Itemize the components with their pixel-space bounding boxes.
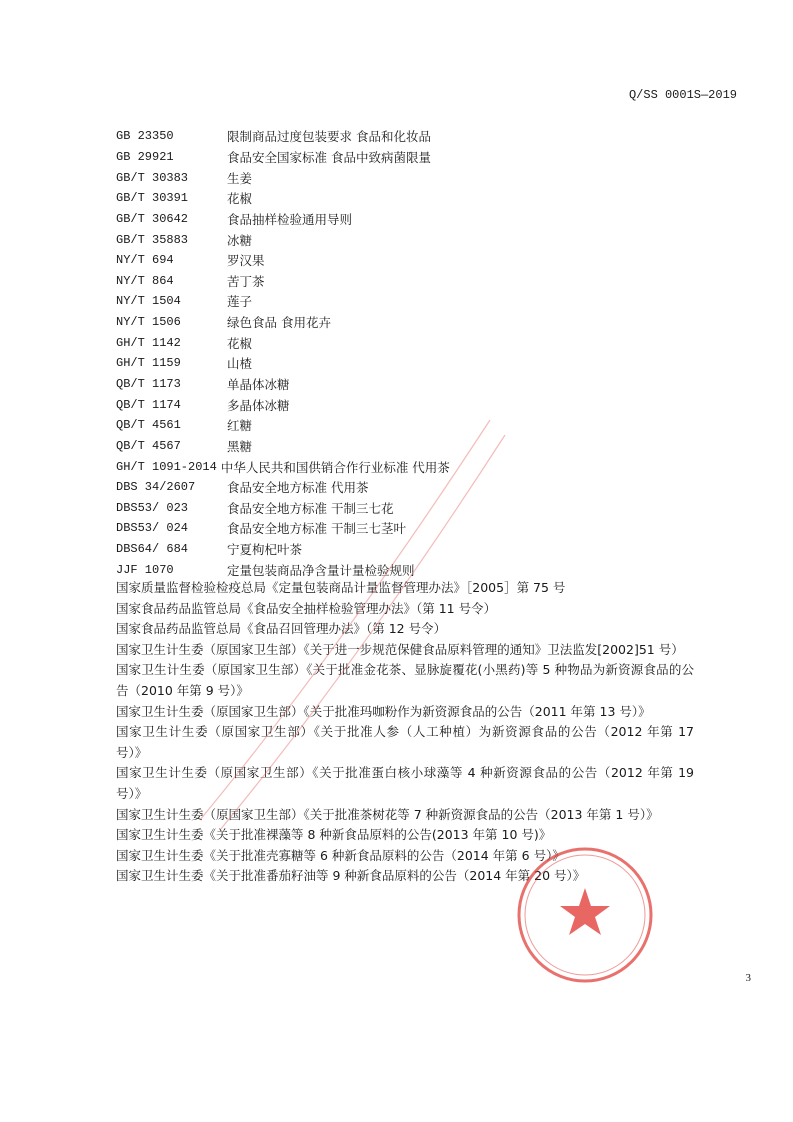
standard-title: 罗汉果	[227, 253, 265, 269]
standard-code: NY/T 1504	[116, 294, 181, 309]
standard-title: 食品安全地方标准 干制三七花	[227, 500, 394, 516]
regulation-item: 国家卫生计生委（原国家卫生部）《关于批准玛咖粉作为新资源食品的公告（2011 年第 13 号）》	[116, 703, 651, 719]
standard-code: GH/T 1142	[116, 335, 181, 350]
standard-code: DBS53/ 023	[116, 500, 189, 515]
standard-code: DBS 34/2607	[116, 480, 196, 495]
standard-title: 宁夏枸杞叶茶	[227, 542, 303, 558]
regulation-item: 国家卫生计生委（原国家卫生部）《关于进一步规范保健食品原料管理的通知》卫法监发[2002]51 号）	[116, 641, 684, 657]
document-code: Q/SS 0001S—2019	[628, 88, 737, 102]
standard-row	[116, 394, 706, 415]
standard-row	[116, 147, 706, 168]
regulation-item: 国家卫生计生委《关于批准壳寡糖等 6 种新食品原料的公告（2014 年第 6 号）》	[116, 847, 565, 863]
standard-title: 冰糖	[227, 232, 253, 248]
standard-title: 莲子	[227, 294, 253, 310]
regulation-item: 国家食品药品监管总局《食品召回管理办法》（第 12 号令）	[116, 621, 447, 637]
standard-title: 苦丁茶	[227, 273, 265, 289]
standard-row	[116, 188, 706, 209]
standards-list	[116, 126, 706, 580]
standard-row	[116, 374, 706, 395]
standard-row	[116, 415, 706, 436]
standard-row	[116, 291, 706, 312]
regulation-item: 国家卫生计生委（原国家卫生部）《关于批准蛋白核小球藻等 4 种新资源食品的公告（2012 年第 19 号）》	[116, 765, 694, 801]
standard-code: GH/T 1091-2014	[116, 459, 217, 474]
standard-code: DBS53/ 024	[116, 521, 189, 536]
standard-code: NY/T 694	[116, 253, 174, 268]
standard-code: JJF 1070	[116, 562, 174, 577]
standard-title: 食品安全地方标准 代用茶	[227, 480, 369, 496]
standard-row	[116, 559, 706, 580]
standard-code: DBS64/ 684	[116, 542, 189, 557]
standard-code: GB/T 30642	[116, 211, 189, 226]
standard-code: GB 23350	[116, 129, 174, 144]
standard-title: 红糖	[227, 418, 253, 434]
standard-title: 食品抽样检验通用导则	[227, 211, 353, 227]
standard-row	[116, 539, 706, 560]
standard-title: 多晶体冰糖	[227, 397, 290, 413]
standard-row	[116, 436, 706, 457]
standard-row	[116, 312, 706, 333]
standard-code: QB/T 1173	[116, 377, 181, 391]
standard-row	[116, 229, 706, 250]
standard-row	[116, 518, 706, 539]
standard-row	[116, 332, 706, 353]
standard-title: 花椒	[227, 335, 253, 351]
standard-code: NY/T 1506	[116, 315, 181, 330]
standard-title: 生姜	[227, 170, 253, 186]
regulation-item: 国家卫生计生委（原国家卫生部）《关于批准金花茶、显脉旋覆花(小黑药)等 5 种物品为新资源食品的公告（2010 年第 9 号）》	[116, 662, 694, 698]
standard-code: GB/T 30383	[116, 170, 189, 185]
standard-row	[116, 126, 706, 147]
standard-title: 食品安全国家标准 食品中致病菌限量	[227, 149, 431, 165]
standard-row	[116, 270, 706, 291]
regulation-item: 国家卫生计生委《关于批准番茄籽油等 9 种新食品原料的公告（2014 年第 20 号）》	[116, 868, 586, 884]
standard-code: QB/T 1174	[116, 397, 181, 412]
standard-title: 定量包装商品净含量计量检验规则	[227, 562, 415, 578]
standard-code: GB/T 35883	[116, 232, 189, 247]
regulation-item: 国家卫生计生委《关于批准裸藻等 8 种新食品原料的公告(2013 年第 10 号)》	[116, 827, 552, 843]
standard-row	[116, 498, 706, 519]
standard-code: GH/T 1159	[116, 356, 181, 371]
standard-code: QB/T 4567	[116, 438, 181, 453]
standard-row	[116, 167, 706, 188]
regulations-list	[116, 578, 694, 887]
standard-title: 限制商品过度包装要求 食品和化妆品	[227, 129, 431, 145]
regulation-item: 国家食品药品监管总局《食品安全抽样检验管理办法》（第 11 号令）	[116, 600, 497, 616]
standard-code: GB/T 30391	[116, 191, 189, 206]
standard-title: 单晶体冰糖	[227, 377, 290, 392]
regulation-item: 国家卫生计生委（原国家卫生部）《关于批准人参（人工种植）为新资源食品的公告（2012 年第 17 号）》	[116, 724, 694, 760]
standard-title: 中华人民共和国供销合作行业标准 代用茶	[220, 459, 450, 475]
standard-title: 绿色食品 食用花卉	[227, 315, 331, 331]
standard-title: 黑糖	[227, 438, 253, 454]
regulation-item: 国家卫生计生委（原国家卫生部）《关于批准茶树花等 7 种新资源食品的公告（2013 年第 1 号）》	[116, 806, 659, 822]
standard-title: 山楂	[227, 356, 253, 372]
standard-code: GB 29921	[116, 149, 174, 164]
standard-row	[116, 250, 706, 271]
standard-row	[116, 353, 706, 374]
standard-row	[116, 456, 706, 477]
standard-row	[116, 477, 706, 498]
regulation-item: 国家质量监督检验检疫总局《定量包装商品计量监督管理办法》［2005］第 75 号	[116, 580, 566, 595]
standard-code: NY/T 864	[116, 273, 174, 288]
standard-row	[116, 209, 706, 230]
page-number: 3	[745, 972, 751, 984]
standard-title: 花椒	[227, 191, 253, 207]
standard-code: QB/T 4561	[116, 418, 181, 433]
standard-title: 食品安全地方标准 干制三七茎叶	[227, 521, 406, 537]
